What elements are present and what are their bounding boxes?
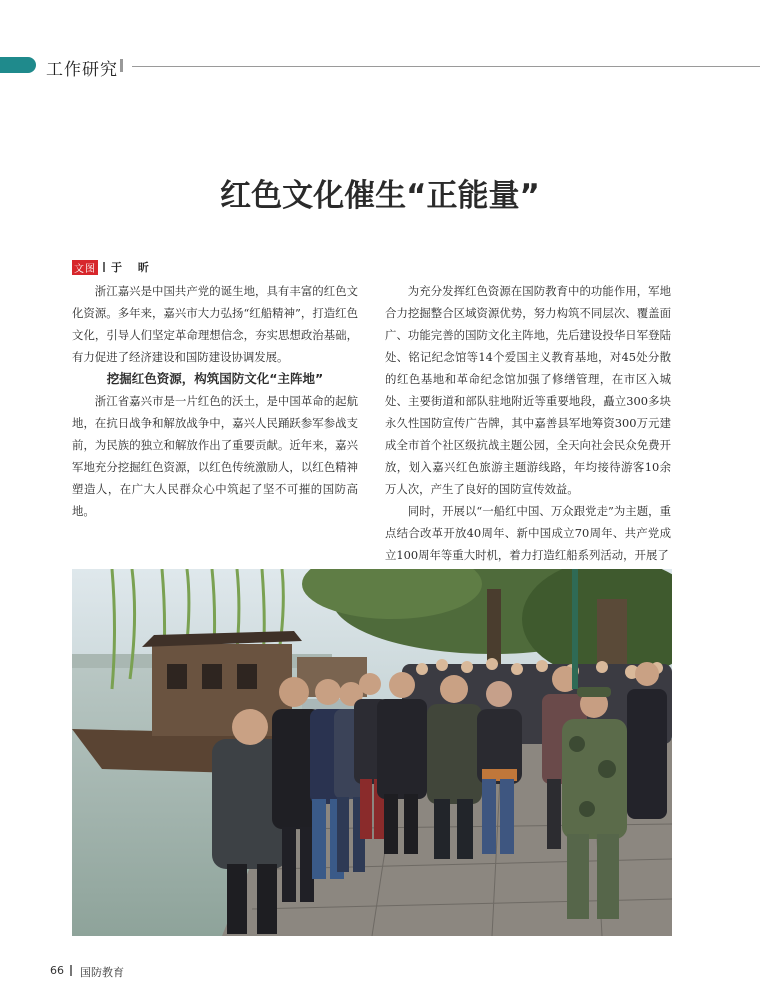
paragraph: 同时，开展以“一船红中国、万众跟党走”为主题，重点结合改革开放40周年、新中国成立70周年、共产党成立100周年等重大时机，着力打造红船系列活动，开展了 <box>385 504 671 562</box>
footer-separator <box>70 965 72 976</box>
publication-name: 国防教育 <box>80 966 124 979</box>
byline-separator <box>103 262 105 272</box>
page-number: 66 <box>50 964 64 977</box>
section-color-bar <box>0 57 36 73</box>
section-label: 工作研究 <box>46 60 118 80</box>
photo-illustration <box>72 569 672 936</box>
article-photo <box>72 569 672 936</box>
article-title: 红色文化催生“正能量” <box>220 178 540 214</box>
header-rule <box>132 66 760 67</box>
paragraph: 为充分发挥红色资源在国防教育中的功能作用，军地合力挖掘整合区域资源优势，努力构筑不同层次、覆盖面广、功能完善的国防文化主阵地，先后建设投华日军登陆处、铭记纪念馆等14个爱国主义教育基地，对45处分散的红色基地和革命纪念馆加强了修缮管理，在市区入城处、主要街道和部队驻地附近等重要地段，矗立300多块永久性国防宣传广告牌，其中嘉善县军地筹资300万元建成全市首个社区级抗战主题公园，全天向社会民众免费开放，划入嘉兴红色旅游主题游线路，年均接待游客10余万人次，产生了良好的国防宣传效益。 <box>385 284 671 496</box>
left-column <box>72 280 358 522</box>
section-separator <box>120 59 123 72</box>
paragraph: 浙江省嘉兴市是一片红色的沃土，是中国革命的起航地，在抗日战争和解放战争中，嘉兴人民踊跃参军参战支前，为民族的独立和解放作出了重要贡献。近年来，嘉兴军地充分挖掘红色资源，以红色传统激励人，以红色精神塑造人，在广大人民群众心中筑起了坚不可摧的国防高地。 <box>72 394 358 518</box>
byline <box>72 259 155 275</box>
subheading: 挖掘红色资源，构筑国防文化“主阵地” <box>106 371 324 386</box>
byline-tag: 文图 <box>72 260 98 275</box>
author-name: 于 昕 <box>111 261 155 274</box>
right-column <box>385 280 671 566</box>
paragraph: 浙江嘉兴是中国共产党的诞生地，具有丰富的红色文化资源。多年来，嘉兴市大力弘扬“红船精神”，打造红色文化，引导人们坚定革命理想信念，夯实思想政治基础，有力促进了经济建设和国防建设协调发展。 <box>72 284 358 364</box>
